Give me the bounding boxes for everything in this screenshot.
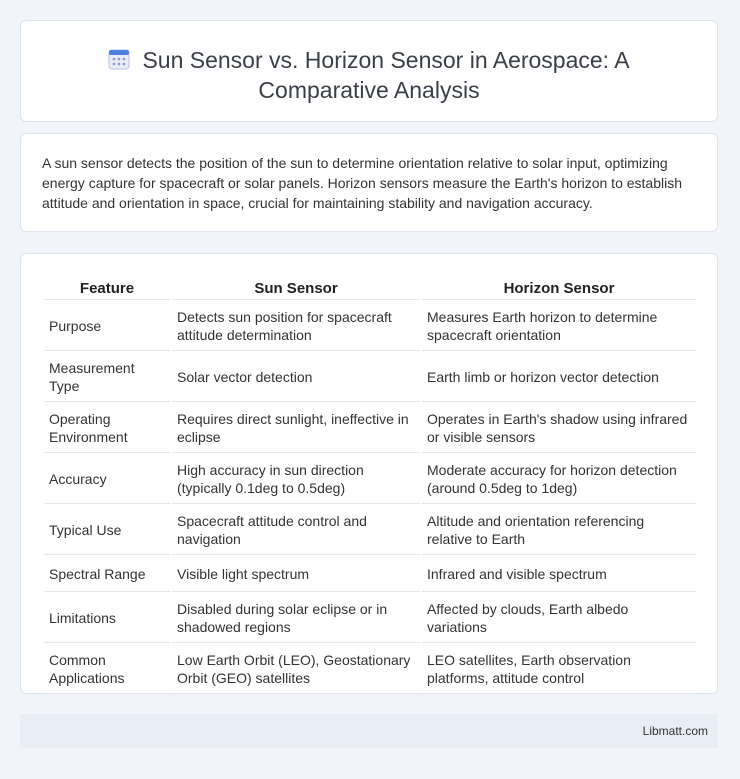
table-row — [44, 645, 696, 694]
horizon-sensor-cell: Infrared and visible spectrum — [422, 557, 696, 592]
calendar-icon — [108, 48, 130, 70]
horizon-sensor-cell: LEO satellites, Earth observation platforms, attitude control — [422, 645, 696, 694]
table-row — [44, 557, 696, 592]
horizon-sensor-cell: Operates in Earth's shadow using infrared or visible sensors — [422, 404, 696, 453]
table-row — [44, 455, 696, 504]
horizon-sensor-cell: Altitude and orientation referencing relative to Earth — [422, 506, 696, 555]
table-row — [44, 353, 696, 402]
footer-brand: Libmatt.com — [642, 724, 708, 738]
table-header-row — [44, 277, 696, 300]
title-line-2: Comparative Analysis — [258, 77, 480, 103]
sun-sensor-cell: Requires direct sunlight, ineffective in eclipse — [172, 404, 420, 453]
intro-text: A sun sensor detects the position of the sun to determine orientation relative to solar input, optimizing energy capture for spacecraft or solar panels. Horizon sensors measure the Earth's horizon to establish attitude and orientation in space, crucial for maintaining stability and navigation accuracy. — [42, 155, 682, 211]
horizon-sensor-cell: Measures Earth horizon to determine spacecraft orientation — [422, 302, 696, 351]
horizon-sensor-cell: Affected by clouds, Earth albedo variations — [422, 594, 696, 643]
sun-sensor-cell: Solar vector detection — [172, 353, 420, 402]
sun-sensor-cell: Low Earth Orbit (LEO), Geostationary Orbit (GEO) satellites — [172, 645, 420, 694]
sun-sensor-cell: Spacecraft attitude control and navigation — [172, 506, 420, 555]
table-row — [44, 404, 696, 453]
sun-sensor-cell: Disabled during solar eclipse or in shadowed regions — [172, 594, 420, 643]
intro-card — [20, 133, 718, 232]
feature-cell: Accuracy — [44, 455, 170, 504]
header-sun-sensor: Sun Sensor — [172, 277, 420, 300]
horizon-sensor-cell: Earth limb or horizon vector detection — [422, 353, 696, 402]
sun-sensor-cell: High accuracy in sun direction (typically 0.1deg to 0.5deg) — [172, 455, 420, 504]
feature-cell: Typical Use — [44, 506, 170, 555]
feature-cell: Operating Environment — [44, 404, 170, 453]
feature-cell: Spectral Range — [44, 557, 170, 592]
sun-sensor-cell: Visible light spectrum — [172, 557, 420, 592]
title-card — [20, 20, 718, 122]
comparison-table — [42, 275, 698, 696]
table-row — [44, 594, 696, 643]
feature-cell: Common Applications — [44, 645, 170, 694]
footer — [20, 714, 718, 748]
header-feature: Feature — [44, 277, 170, 300]
sun-sensor-cell: Detects sun position for spacecraft attitude determination — [172, 302, 420, 351]
header-horizon-sensor: Horizon Sensor — [422, 277, 696, 300]
feature-cell: Measurement Type — [44, 353, 170, 402]
table-row — [44, 302, 696, 351]
horizon-sensor-cell: Moderate accuracy for horizon detection (around 0.5deg to 1deg) — [422, 455, 696, 504]
feature-cell: Purpose — [44, 302, 170, 351]
page-title — [21, 45, 717, 105]
table-row — [44, 506, 696, 555]
title-line-1: Sun Sensor vs. Horizon Sensor in Aerospace: A — [142, 47, 630, 73]
comparison-table-card — [20, 253, 718, 694]
feature-cell: Limitations — [44, 594, 170, 643]
